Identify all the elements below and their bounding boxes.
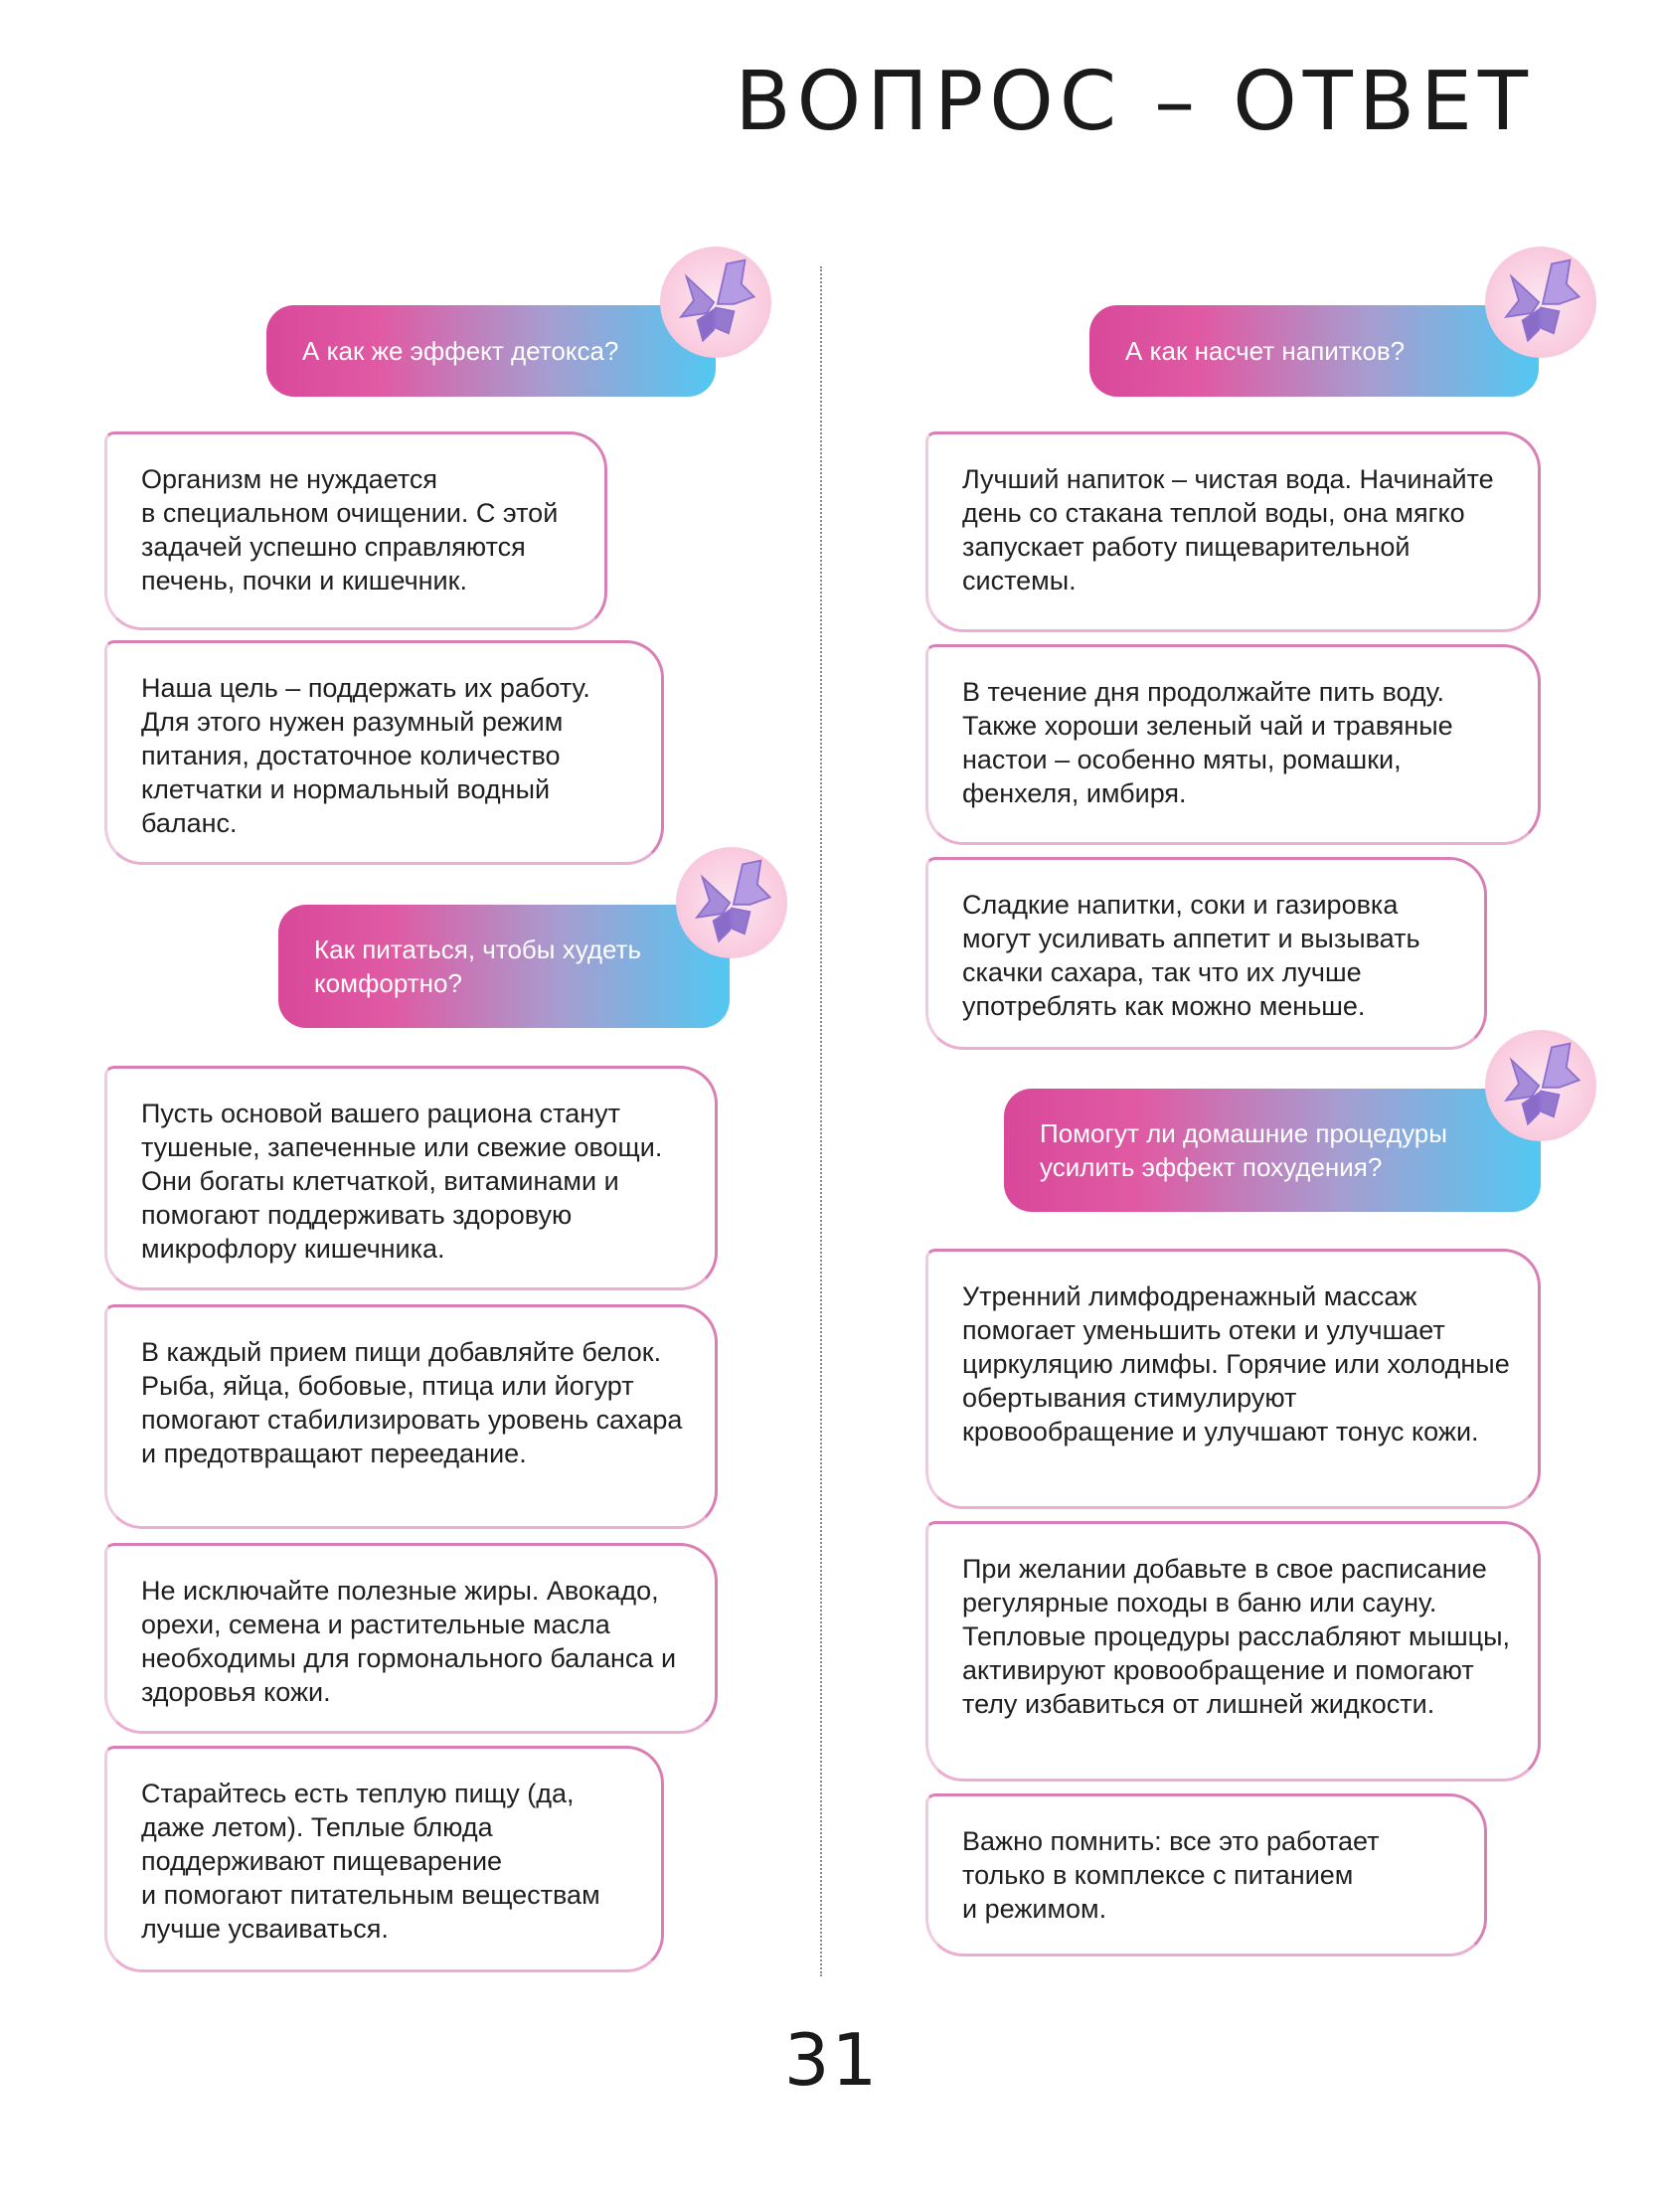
answer-text: Утренний лимфодренажный массаж помогает уменьшить отеки и улучшает циркуляцию лимфы. Горячие или холодные обертывания стимулируют кровообращение и улучшают тонус кожи. bbox=[962, 1281, 1510, 1446]
answer-card bbox=[104, 1543, 718, 1734]
answer-text: Старайтесь есть теплую пищу (да, даже летом). Теплые блюда поддерживают пищеварение и помогают питательным веществам лучше усваиваться. bbox=[141, 1779, 600, 1944]
answer-card bbox=[925, 431, 1541, 632]
answer-card bbox=[925, 1521, 1541, 1782]
butterfly-badge bbox=[676, 847, 787, 958]
answer-card bbox=[925, 644, 1541, 845]
answer-text: Организм не нуждается в специальном очищении. С этой задачей успешно справляются печень, почки и кишечник. bbox=[141, 464, 559, 596]
answer-card bbox=[925, 857, 1487, 1050]
answer-text: Лучший напиток – чистая вода. Начинайте день со стакана теплой воды, она мягко запускает работу пищеварительной системы. bbox=[962, 464, 1494, 596]
question-bubble-drinks bbox=[1089, 305, 1539, 397]
answer-text: Не исключайте полезные жиры. Авокадо, орехи, семена и растительные масла необходимы для гормонального баланса и здоровья кожи. bbox=[141, 1576, 677, 1707]
question-bubble-nutrition bbox=[278, 905, 730, 1028]
answer-text: В течение дня продолжайте пить воду. Также хороши зеленый чай и травяные настои – особенно мяты, ромашки, фенхеля, имбиря. bbox=[962, 677, 1453, 808]
butterfly-badge bbox=[1485, 247, 1596, 358]
butterfly-icon bbox=[670, 256, 761, 348]
answer-text: Пусть основой вашего рациона станут тушеные, запеченные или свежие овощи. Они богаты клетчаткой, витаминами и помогают поддерживать здоровую микрофлору кишечника. bbox=[141, 1099, 663, 1264]
answer-card bbox=[104, 1066, 718, 1290]
butterfly-badge bbox=[1485, 1030, 1596, 1141]
page-number: 31 bbox=[783, 2018, 880, 2102]
question-text: А как насчет напитков? bbox=[1125, 336, 1406, 366]
answer-text: Важно помнить: все это работает только в комплексе с питанием и режимом. bbox=[962, 1826, 1380, 1924]
question-bubble-detox bbox=[266, 305, 716, 397]
answer-text: Наша цель – поддержать их работу. Для этого нужен разумный режим питания, достаточное количество клетчатки и нормальный водный баланс. bbox=[141, 673, 590, 838]
answer-card bbox=[104, 1746, 664, 1972]
question-text: Как питаться, чтобы худеть комфортно? bbox=[314, 935, 642, 998]
butterfly-icon bbox=[686, 857, 777, 948]
answer-text: Сладкие напитки, соки и газировка могут усиливать аппетит и вызывать скачки сахара, так что их лучше употреблять как можно меньше. bbox=[962, 890, 1420, 1021]
butterfly-badge bbox=[660, 247, 771, 358]
butterfly-icon bbox=[1495, 256, 1586, 348]
answer-card bbox=[104, 640, 664, 865]
page-title: ВОПРОС – ОТВЕТ bbox=[735, 55, 1534, 149]
question-text: А как же эффект детокса? bbox=[302, 336, 619, 366]
answer-card bbox=[925, 1793, 1487, 1957]
answer-card bbox=[104, 1304, 718, 1529]
answer-text: При желании добавьте в свое расписание регулярные походы в баню или сауну. Тепловые процедуры расслабляют мышцы, активируют кровообращение и помогают телу избавиться от лишней жидкости. bbox=[962, 1554, 1511, 1719]
answer-card bbox=[925, 1249, 1541, 1509]
question-text: Помогут ли домашние процедуры усилить эффект похудения? bbox=[1040, 1118, 1447, 1182]
butterfly-icon bbox=[1495, 1040, 1586, 1131]
question-bubble-procedures bbox=[1004, 1089, 1541, 1212]
answer-card bbox=[104, 431, 607, 630]
column-divider bbox=[820, 266, 822, 1976]
answer-text: В каждый прием пищи добавляйте белок. Рыба, яйца, бобовые, птица или йогурт помогают стабилизировать уровень сахара и предотвращают переедание. bbox=[141, 1337, 683, 1468]
